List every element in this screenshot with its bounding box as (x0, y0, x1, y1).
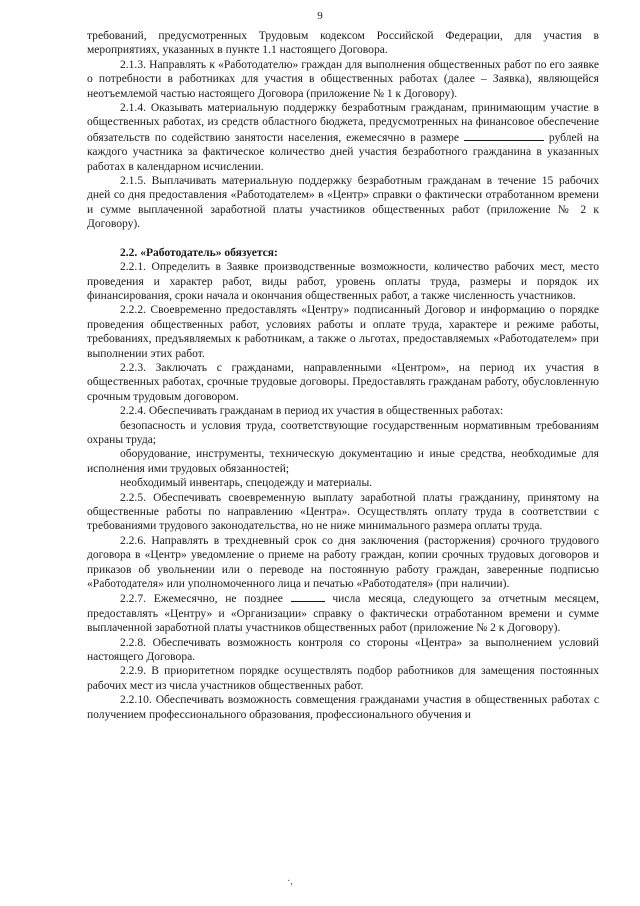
paragraph-2-2-9: 2.2.9. В приоритетном порядке осуществлять подбор работников для замещения постоянных рабочих мест из числа участников общественных работ. (87, 665, 599, 692)
paragraph-intro: требований, предусмотренных Трудовым кодексом Российской Федерации, для участия в мероприятиях, указанных в пункте 1.1 настоящего Договора. (87, 30, 599, 57)
paragraph-2-2-1: 2.2.1. Определить в Заявке производственные возможности, количество рабочих мест, место проведения и характер работ, виды работ, уровень оплаты труда, размеры и порядок их финансирования, сроки начала и окончания общественных работ, а также численность участников. (87, 261, 599, 302)
paragraph-2-2-3: 2.2.3. Заключать с гражданами, направленными «Центром», на период их участия в общественных работах, срочные трудовые договоры. Предоставлять гражданам работу, обусловленную срочным трудовым договором. (87, 361, 599, 403)
page-number: 9 (317, 10, 323, 22)
paragraph-2-2-7 (87, 591, 599, 635)
paragraph-2-1-4-part-a: 2.1.4. Оказывать материальную поддержку безработным гражданам, принимающим участие в общественных работах, из средств областного бюджета, предусмотренных на финансовое обеспечение обязательств по содействию занятости населения, ежемесячно в размере (87, 102, 599, 144)
paragraph-2-2-7-part-a: 2.2.7. Ежемесячно, не позднее (120, 593, 283, 606)
paragraph-2-2-7-part-b: числа месяца, следующего за отчетным месяцем, предоставлять «Центру» и «Организации» справку о фактически отработанном времени и сумме выплаченной заработной платы участников общественных работ (приложение № 2 к Договору). (87, 593, 599, 635)
section-heading-2-2: 2.2. «Работодатель» обязуется: (120, 246, 278, 259)
blank-amount-field (464, 130, 544, 141)
paragraph-2-1-4-part-b: рублей на каждого участника за фактическое количество дней участия безработного гражданина в указанных работах в календарном исчислении. (87, 131, 600, 173)
paragraph-2-2-10: 2.2.10. Обеспечивать возможность совмещения гражданами участия в общественных работах с получением профессионального образования, профессионального обучения и (87, 694, 599, 721)
paragraph-2-2-4-c: необходимый инвентарь, спецодежду и материалы. (120, 477, 373, 490)
paragraph-2-2-2: 2.2.2. Своевременно предоставлять «Центру» подписанный Договор и информацию о порядке проведения общественных работ, условиях работы и оплате труда, характере и режиме работы, требованиях, предъявляемых к работникам, а также о льготах, предоставляемых «Работодателем» при выполнении этих работ. (87, 304, 599, 360)
paragraph-2-1-4 (87, 101, 599, 174)
footer-mark: ·, (287, 876, 293, 887)
paragraph-2-2-4-b: оборудование, инструменты, техническую документацию и иные средства, необходимые для исполнения ими трудовых обязанностей; (87, 448, 599, 475)
blank-day-field (291, 591, 325, 602)
paragraph-2-1-5: 2.1.5. Выплачивать материальную поддержку безработным гражданам в течение 15 рабочих дней со дня предоставления «Работодателем» в «Центр» справки о фактически отработанном времени и сумме выплаченной заработной платы участников общественных работ (приложение № 2 к Договору). (87, 175, 599, 231)
paragraph-2-2-4-a: безопасность и условия труда, соответствующие государственным нормативным требованиям охраны труда; (87, 419, 599, 446)
paragraph-2-2-5: 2.2.5. Обеспечивать своевременную выплату заработной платы гражданину, принятому на общественные работы по направлению «Центра». Осуществлять оплату труда в соответствии с требованиями трудового законодательства, но не ниже минимального размера оплаты труда. (87, 491, 599, 533)
paragraph-2-2-8: 2.2.8. Обеспечивать возможность контроля со стороны «Центра» за выполнением условий настоящего Договора. (87, 636, 599, 664)
paragraph-2-2-6: 2.2.6. Направлять в трехдневный срок со дня заключения (расторжения) срочного трудового договора в «Центр» уведомление о приеме на работу граждан, копии срочных трудовых договоров и приказов об увольнении или о переводе на постоянную работу граждан, заверенные подписью «Работодателя» или уполномоченного лица и печатью «Работодателя» (при наличии). (87, 534, 599, 591)
paragraph-2-2-4: 2.2.4. Обеспечивать гражданам в период их участия в общественных работах: (120, 405, 504, 418)
document-body (87, 29, 599, 722)
paragraph-2-1-3: 2.1.3. Направлять к «Работодателю» граждан для выполнения общественных работ по его заявке о потребности в работниках для участия в общественных работах (далее – Заявка), являющейся неотъемлемой частью настоящего Договора (приложение № 1 к Договору). (87, 58, 599, 100)
